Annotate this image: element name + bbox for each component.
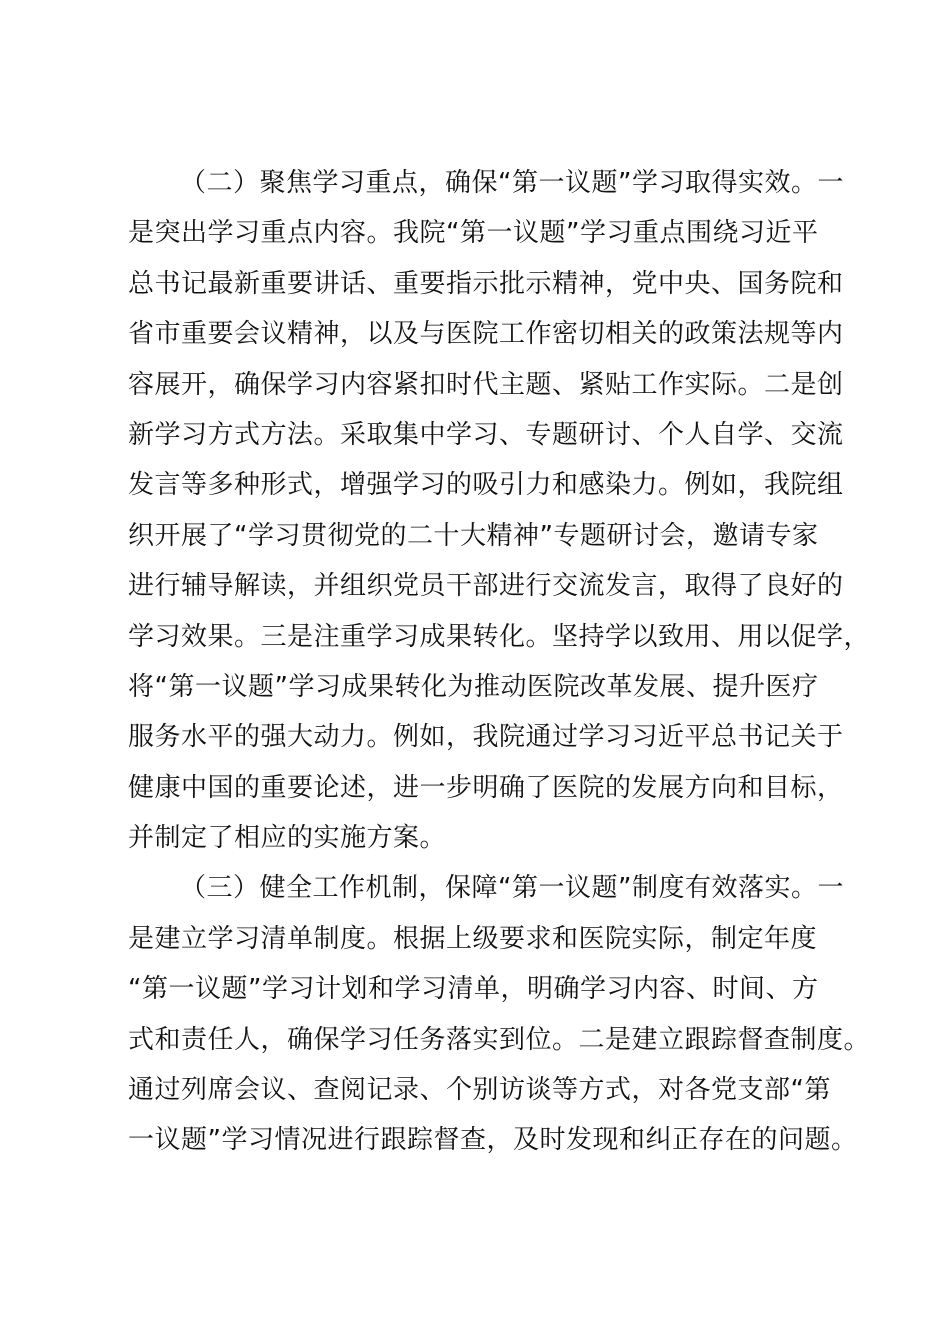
- paragraph-line: 织开展了“学习贯彻党的二十大精神”专题研讨会，邀请专家: [128, 520, 819, 551]
- paragraph-line: 通过列席会议、查阅记录、个别访谈等方式，对各党支部“第: [128, 1075, 831, 1106]
- paragraph-line: 是突出学习重点内容。我院“第一议题”学习重点围绕习近平: [128, 218, 819, 249]
- paragraph-line: 发言等多种形式，增强学习的吸引力和感染力。例如，我院组: [128, 470, 844, 501]
- paragraph-line: （三）健全工作机制，保障“第一议题”制度有效落实。一: [180, 873, 844, 904]
- paragraph-3: [128, 863, 871, 1165]
- paragraph-2: [128, 158, 871, 863]
- paragraph-line: 一议题”学习情况进行跟踪督查，及时发现和纠正存在的问题。: [128, 1125, 858, 1156]
- paragraph-line: 新学习方式方法。采取集中学习、专题研讨、个人自学、交流: [128, 419, 844, 450]
- paragraph-line: 省市重要会议精神，以及与医院工作密切相关的政策法规等内: [128, 319, 844, 350]
- paragraph-line: 总书记最新重要讲话、重要指示批示精神，党中央、国务院和: [128, 268, 844, 299]
- paragraph-line: 健康中国的重要论述，进一步明确了医院的发展方向和目标，: [128, 772, 844, 803]
- paragraph-line: “第一议题”学习计划和学习清单，明确学习内容、时间、方: [128, 974, 819, 1005]
- paragraph-line: 式和责任人，确保学习任务落实到位。二是建立跟踪督查制度。: [128, 1024, 871, 1055]
- paragraph-line: 学习效果。三是注重学习成果转化。坚持学以致用、用以促学，: [128, 621, 871, 652]
- paragraph-line: 容展开，确保学习内容紧扣时代主题、紧贴工作实际。二是创: [128, 369, 844, 400]
- paragraph-line: 是建立学习清单制度。根据上级要求和医院实际，制定年度: [128, 923, 818, 954]
- paragraph-line: （二）聚焦学习重点，确保“第一议题”学习取得实效。一: [180, 168, 844, 198]
- paragraph-line: 服务水平的强大动力。例如，我院通过学习习近平总书记关于: [128, 722, 844, 753]
- paragraph-line: 将“第一议题”学习成果转化为推动医院改革发展、提升医疗: [128, 671, 819, 702]
- paragraph-line: 并制定了相应的实施方案。: [128, 823, 447, 854]
- document-body: [128, 158, 871, 1166]
- paragraph-line: 进行辅导解读，并组织党员干部进行交流发言，取得了良好的: [128, 571, 844, 602]
